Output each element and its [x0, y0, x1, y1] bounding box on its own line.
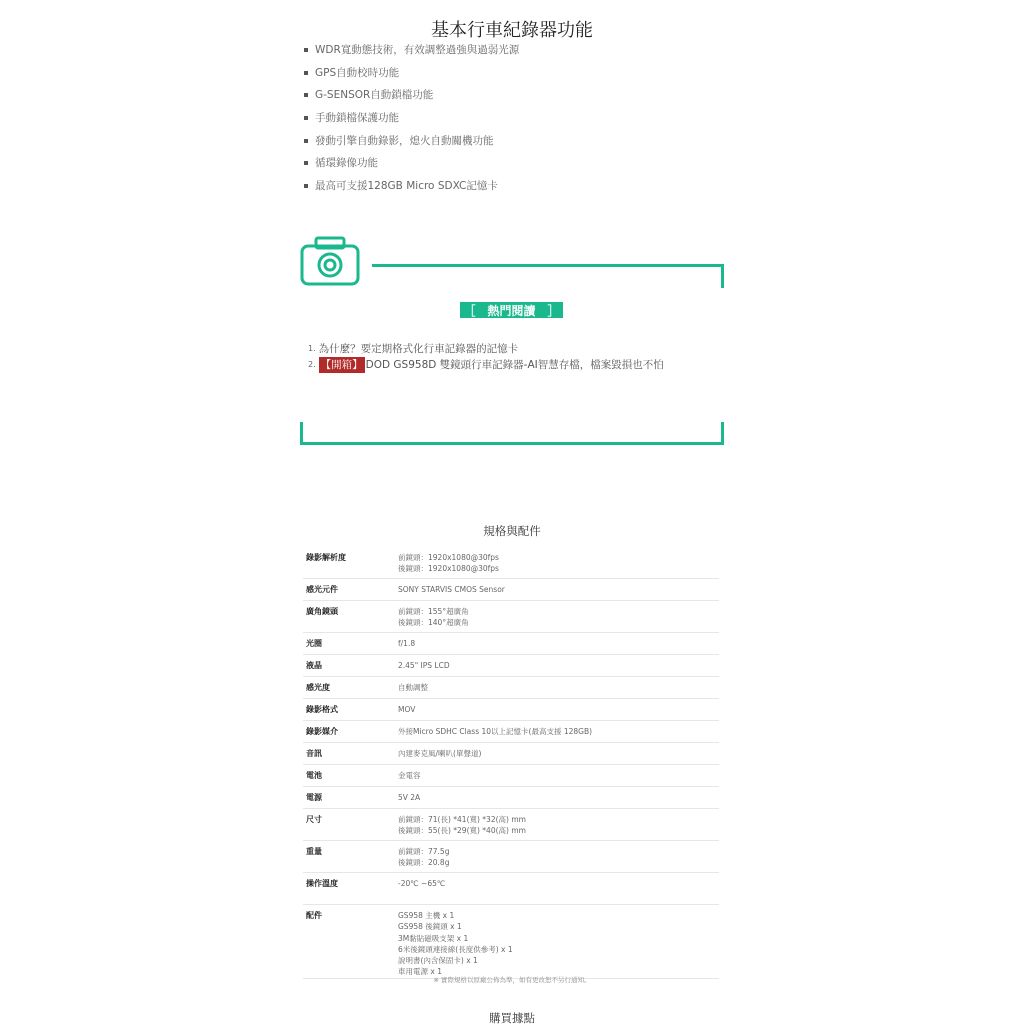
spec-label: 電源 [306, 793, 322, 802]
hot-reading-item [308, 341, 664, 357]
spec-value-line: 後鏡頭：20.8g [398, 858, 450, 868]
spec-value [398, 552, 719, 578]
spec-value [398, 792, 719, 808]
camera-icon [300, 235, 360, 287]
spec-label: 操作溫度 [306, 879, 338, 888]
hot-reading-box [300, 235, 724, 447]
spec-label: 錄影媒介 [306, 727, 338, 736]
spec-value-line: 金電容 [398, 771, 421, 780]
spec-row [303, 721, 719, 743]
spec-value [398, 910, 719, 978]
spec-label: 廣角鏡頭 [306, 607, 338, 616]
spec-value-line: 5V 2A [398, 793, 421, 802]
feature-text: 循環錄像功能 [315, 157, 378, 170]
spec-value-line: 自動調整 [398, 683, 428, 692]
spec-label: 感光度 [306, 683, 330, 692]
spec-value [398, 682, 719, 698]
spec-row [303, 841, 719, 873]
spec-value-line: 車用電源 x 1 [398, 967, 442, 977]
spec-row [303, 743, 719, 765]
list-number: 2. [308, 360, 316, 369]
spec-label: 音訊 [306, 749, 322, 758]
spec-value-line: GS958 主機 x 1 [398, 911, 455, 920]
spec-value [398, 770, 719, 786]
spec-label: 光圈 [306, 639, 322, 648]
spec-row [303, 633, 719, 655]
feature-item [302, 42, 519, 65]
frame-bottom-left-tick [300, 422, 303, 445]
spec-row [303, 547, 719, 579]
frame-top-right-tick [721, 264, 724, 288]
feature-item [302, 110, 519, 133]
feature-text: G-SENSOR自動鎖檔功能 [315, 89, 434, 102]
article-tag: 【開箱】 [320, 359, 363, 371]
bullet-icon [304, 161, 308, 165]
feature-text: 手動鎖檔保護功能 [315, 112, 399, 125]
spec-value-line: 3M黏貼磁吸支架 x 1 [398, 933, 469, 943]
hot-reading-list [308, 341, 664, 373]
frame-bottom-line [300, 442, 724, 445]
spec-value [398, 814, 719, 840]
spec-value-line: 前鏡頭：155°超廣角 [398, 607, 469, 616]
bullet-icon [304, 184, 308, 188]
spec-value [398, 638, 719, 654]
spec-value [398, 846, 719, 872]
feature-item [302, 133, 519, 156]
spec-value [398, 726, 719, 742]
spec-label: 錄影解析度 [306, 553, 346, 562]
spec-value-line: 前鏡頭：71(長) *41(寬) *32(高) mm [398, 815, 526, 824]
hot-reading-title: ［ 熱門閱讀 ］ [460, 302, 563, 318]
frame-bottom-right-tick [721, 422, 724, 445]
feature-item [302, 178, 519, 201]
feature-text: 發動引擎自動錄影，熄火自動關機功能 [315, 134, 494, 147]
spec-label: 錄影格式 [306, 705, 338, 714]
spec-value [398, 660, 719, 676]
spec-row [303, 809, 719, 841]
spec-value-line: 前鏡頭：1920x1080@30fps [398, 553, 499, 562]
spec-value [398, 584, 719, 600]
bullet-icon [304, 139, 308, 143]
feature-text: 最高可支援128GB Micro SDXC記憶卡 [315, 180, 498, 193]
spec-value [398, 606, 719, 632]
bullet-icon [304, 116, 308, 120]
spec-label: 液晶 [306, 661, 322, 670]
bullet-icon [304, 71, 308, 75]
article-link[interactable]: 為什麼？要定期格式化行車記錄器的記憶卡 [318, 343, 519, 355]
spec-label: 尺寸 [306, 815, 322, 824]
bullet-icon [304, 48, 308, 52]
spec-row [303, 699, 719, 721]
spec-row [303, 873, 719, 905]
spec-value-line: SONY STARVIS CMOS Sensor [398, 585, 505, 594]
spec-footnote: ※ 實際規格以原廠公佈為準，如有更改恕不另行通知。 [433, 976, 591, 984]
page-title: 基本行車紀錄器功能 [431, 20, 593, 41]
spec-value-line: 內建麥克風/喇叭(單聲道) [398, 749, 482, 758]
spec-row [303, 579, 719, 601]
spec-value-line: 後鏡頭：55(長) *29(寬) *40(高) mm [398, 826, 526, 836]
spec-table [303, 547, 719, 979]
spec-row [303, 787, 719, 809]
spec-row [303, 655, 719, 677]
spec-label: 感光元件 [306, 585, 338, 594]
feature-list [302, 42, 519, 201]
spec-value [398, 878, 719, 904]
spec-row [303, 765, 719, 787]
spec-row [303, 677, 719, 699]
feature-text: GPS自動校時功能 [315, 66, 400, 79]
spec-value-line: 前鏡頭：77.5g [398, 847, 450, 856]
spec-value [398, 704, 719, 720]
article-link[interactable]: DOD GS958D 雙鏡頭行車記錄器-AI智慧存檔，檔案毀損也不怕 [365, 359, 664, 371]
frame-top-line [372, 264, 724, 267]
spec-value-line: 後鏡頭：1920x1080@30fps [398, 564, 499, 574]
spec-row [303, 601, 719, 633]
spec-value-line: 外接Micro SDHC Class 10以上記憶卡(最高支援 128GB) [398, 727, 593, 736]
list-number: 1. [308, 344, 316, 353]
spec-value [398, 748, 719, 764]
buy-section-title: 購買據點 [489, 1011, 535, 1025]
spec-label: 電池 [306, 771, 322, 780]
spec-value-line: 6米後鏡頭連接線(長度供參考) x 1 [398, 944, 513, 954]
feature-text: WDR寬動態技術，有效調整過強與過弱光源 [315, 44, 520, 56]
hot-reading-item [308, 357, 664, 373]
feature-item [302, 87, 519, 110]
bullet-icon [304, 93, 308, 97]
spec-value-line: MOV [398, 705, 416, 714]
spec-value-line: f/1.8 [398, 639, 416, 648]
spec-label: 配件 [306, 911, 322, 920]
feature-item [302, 155, 519, 178]
spec-value-line: 2.45" IPS LCD [398, 661, 450, 670]
spec-value-line: GS958 後鏡頭 x 1 [398, 922, 462, 932]
spec-value-line: 後鏡頭：140°超廣角 [398, 618, 469, 628]
spec-value-line: -20℃ ~65℃ [398, 879, 446, 888]
feature-item [302, 65, 519, 88]
spec-label: 重量 [306, 847, 322, 856]
spec-section-title: 規格與配件 [483, 524, 541, 538]
spec-row [303, 905, 719, 979]
spec-value-line: 說明書(內含保固卡) x 1 [398, 956, 478, 966]
